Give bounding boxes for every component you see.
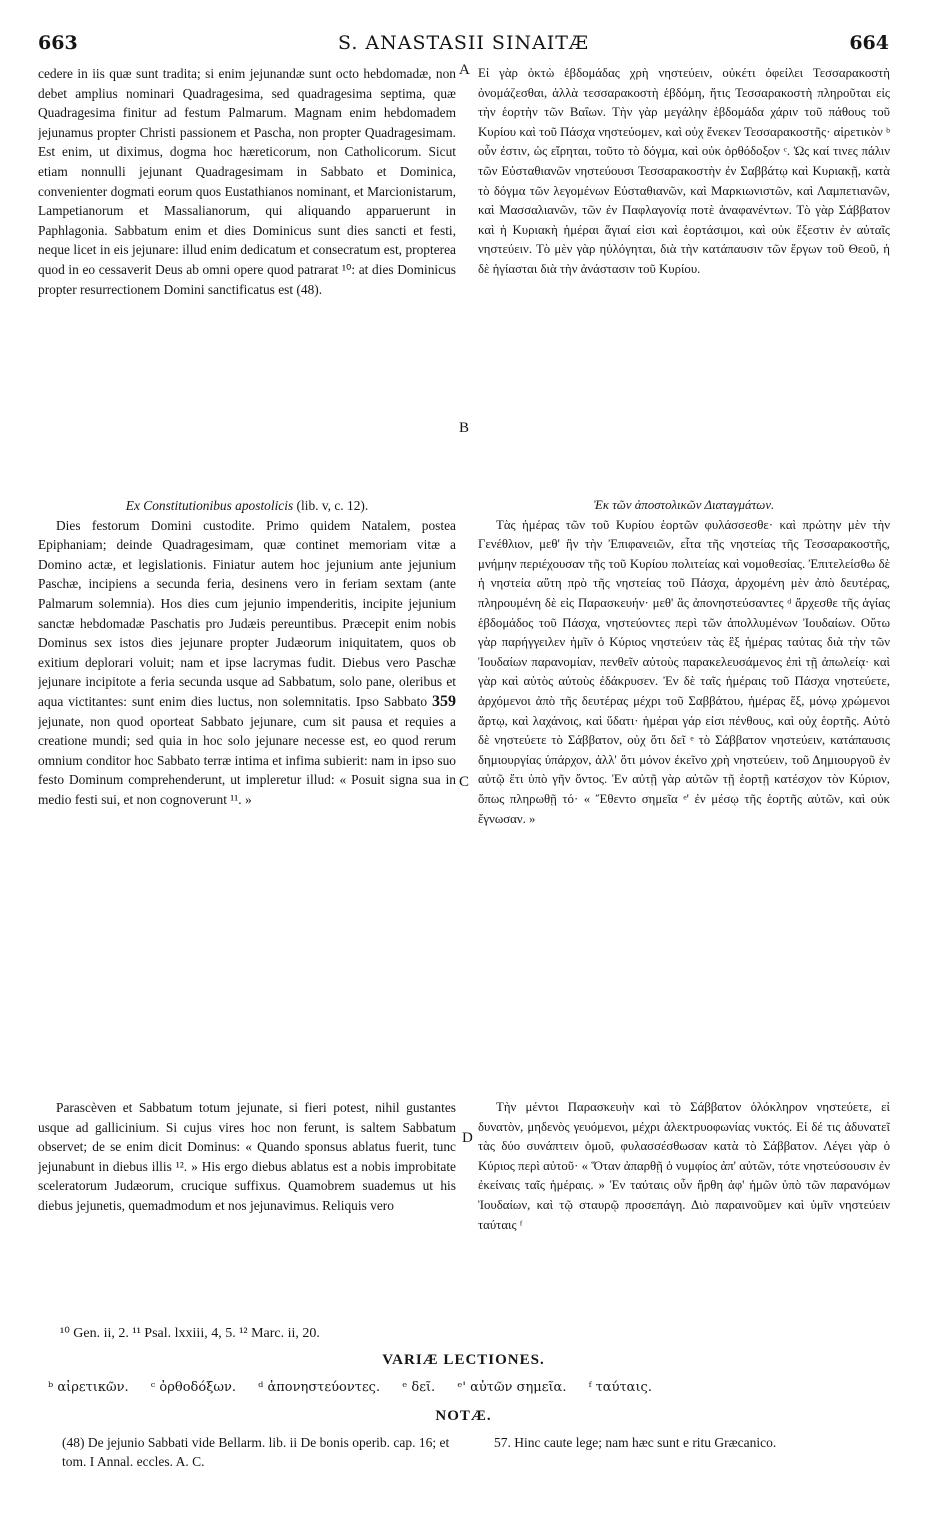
latin-text-block-3 — [38, 1098, 456, 1318]
variant-reading: ᶜ ὀρθοδόξων. — [150, 1380, 236, 1395]
note-48: (48) De jejunio Sabbati vide Bellarm. lib. ii De bonis operib. cap. 16; et tom. I Annal. eccles. A. C. — [62, 1435, 450, 1469]
greek-paragraph-3: Τὴν μέντοι Παρασκευὴν καὶ τὸ Σάββατον ὁλόκληρον νηστεύετε, εἰ δυνατὸν, μηδενὸς γευόμενοι, μέχρι ἀλεκτρυοφωνίας νυκτός. Εἰ δέ τις ἀδυνατεῖ τὰς δύο συνάπτειν ὁμοῦ, φυλασσέσθωσαν κατὰ τὸ Σάββατον. Λέγει γὰρ ὁ Κύριος περὶ αὐτοῦ· « Ὅταν ἀπαρθῇ ὁ νυμφίος ἀπ' αὐτῶν, τότε νηστεύσουσιν ἐν ἐκείναις ταῖς ἡμέραις. » Ἐν ταύταις οὖν ἤρθη ἀφ' ἡμῶν ὑπὸ τῶν παρανόμων Ἰουδαίων, καὶ τῷ σταυρῷ προσεπάγη. Διὸ παραινοῦμεν καὶ ὑμῖν νηστεύειν ταύταις ᶠ — [478, 1100, 890, 1232]
greek-text-block-1 — [478, 64, 890, 448]
column-number: 359 — [432, 692, 456, 710]
latin-paragraph-1: cedere in iis quæ sunt tradita; si enim jejunandæ sunt octo hebdomadæ, non debet amplius nominari Quadragesima, sed quadragesima septima, quæ Quadragesima finitur ad festum Palmarum. Magnam enim hebdomadem jejunamus propter Christi passionem et Pascha, non propter Quadragesimam. Est enim, ut diximus, dogma hoc hæreticorum, non Catholicorum. Sicut etiam nonnulli jejunant Quadragesimam in Sabbato et Dominica, convenienter dogmati eorum quos Eustathianos nominant, et Marcionistarum, Lampetianorum et Massalianorum, qui aliquando apparuerunt in Paphlagonia. Sabbatum enim et dies Dominicus sunt dies sancti et festi, neque licet in eis jejunare: illud enim dedicatum et consecratum est, propterea quod in eo cessaverit Deus ab omni opere quod patrarat ¹⁰: at dies Dominicus propter resurrectionem Domini sanctificatus est (48). — [38, 66, 456, 297]
page-number-right: 664 — [849, 32, 889, 54]
latin-text-block-1 — [38, 64, 456, 490]
variant-reading: ᶠ ταύταις. — [588, 1380, 652, 1395]
running-title: S. ANASTASII SINAITÆ — [338, 32, 589, 54]
greek-text-block-3 — [478, 1098, 890, 1318]
scripture-footnotes: ¹⁰ Gen. ii, 2. ¹¹ Psal. lxxiii, 4, 5. ¹² Marc. ii, 20. — [60, 1326, 320, 1341]
variant-reading: ᵈ ἀπονηστεύοντες. — [258, 1380, 381, 1395]
notae-heading: NOTÆ. — [435, 1408, 492, 1424]
variant-reading: ᵇ αἱρετικῶν. — [48, 1380, 129, 1395]
latin-text-block-2 — [38, 496, 456, 1072]
latin-paragraph-2 — [38, 516, 456, 810]
latin-paragraph-3: Parascèven et Sabbatum totum jejunate, si fieri potest, nihil gustantes usque ad gallicinium. Si cujus vires hoc non ferunt, is saltem Sabbatum observet; de se enim dicit Dominus: « Quando sponsus ablatus fuerit, tunc jejunabunt in diebus illis ¹². » His ergo diebus ablatus est a nobis improbitate sceleratorum Judæorum, crucique suffixus. Quamobrem suademus ut his diebus jejunetis, quemadmodum et nos jejunavimus. Reliquis vero — [38, 1100, 456, 1213]
latin-paragraph-2b: jejunate, non quod oporteat Sabbato jejunare, cum sit pausa et requies a creatione mundi; sed quia in hoc solo jejunare necesse est, eo quod rerum omnium conditor hoc Sabbato terræ intima et infima subierit: nam in ipso suo festo Dominum comprehenderunt, ut impleretur illud: « Posuit signa sua in medio festi sui, et non cognoverunt ¹¹. » — [38, 713, 456, 807]
column-marker-d: D — [462, 1130, 473, 1146]
page-number-left: 663 — [38, 32, 78, 54]
latin-section-reference: (lib. v, c. 12). — [296, 498, 369, 513]
page-header — [38, 32, 889, 58]
variant-reading: ᵉ δεῖ. — [402, 1380, 436, 1395]
variant-reading: ᵉ' αὐτῶν σημεῖα. — [457, 1380, 567, 1395]
greek-text-block-2 — [478, 496, 890, 1096]
greek-paragraph-2: Τὰς ἡμέρας τῶν τοῦ Κυρίου ἑορτῶν φυλάσσεσθε· καὶ πρώτην μὲν τὴν Γενέθλιον, μεθ' ἣν τὴν Ἐπιφανειῶν, εἶτα τῆς νηστείας τῆς Τεσσαρακοστῆς, μνήμην περιέχουσαν τῆς τοῦ Κυρίου πολιτείας καὶ νομοθεσίας. Ἐπιτελείσθω δὲ ἡ νηστεία αὕτη πρὸ τῆς νηστείας τοῦ Πάσχα, ἀρχομένη μὲν ἀπὸ δευτέρας, πληρουμένη δὲ εἰς Παρασκευήν· μεθ' ἃς ἀπονηστεύσαντες ᵈ ἄρχεσθε τῆς ἁγίας ἑβδομάδος τοῦ Πάσχα, νηστεύοντες περὶ τῶν ἀπολλυμένων Ἰουδαίων. Οὕτω γὰρ παρήγγειλεν ἡμῖν ὁ Κύριος νηστεύειν τὰς ἓξ ἡμέρας ταύτας διὰ τὴν τῶν Ἰουδαίων παρανομίαν, πενθεῖν αὐτοὺς παρακελευσάμενος ἐπὶ τῇ ἀπωλείᾳ· καὶ γὰρ καὶ αὐτὸς αὐτοὺς ἐδάκρυσεν. Ἐν δὲ ταῖς ἡμέραις τοῦ Πάσχα νηστεύετε, ἀρχόμενοι ἀπὸ τῆς δευτέρας μέχρι τοῦ Σαββάτου, ἡμέρας ἕξ, μόνῳ χρώμενοι ἄρτῳ, καὶ λαχάνοις, καὶ ὕδατι· ἡμέραι γάρ εἰσι πένθους, καὶ οὐχ ἑορτῆς. Αὐτὸ δὲ νηστεύετε τὸ Σάββατον, οὐχ ὅτι δεῖ ᵉ τὸ Σάββατον νηστεύειν, κατάπαυσις δημιουργίας ὑπάρχον, ἀλλ' ὅτι μόνον ἐκεῖνο χρὴ νηστεύειν, τοῦ Δημιουργοῦ ἐν αὐτῷ ἔτι ὑπὸ γῆν ὄντος. Ἐν αὐτῇ γὰρ αὐτῶν τῇ ἑορτῇ κατέσχον τὸν Κύριον, ὅπως πληρωθῇ τό· « Ἔθεντο σημεῖα ᵉ' ἐν μέσῳ τῆς ἑορτῆς αὐτῶν, καὶ οὐκ ἔγνωσαν. » — [478, 517, 890, 826]
variae-lectiones-heading: VARIÆ LECTIONES. — [382, 1352, 545, 1368]
column-marker-b: B — [459, 420, 470, 436]
greek-section-title: Ἐκ τῶν ἀποστολικῶν Διαταγμάτων. — [593, 498, 775, 512]
greek-paragraph-1: Εἰ γὰρ ὀκτὼ ἑβδομάδας χρὴ νηστεύειν, οὐκέτι ὀφείλει Τεσσαρακοστὴ ὀνομάζεσθαι, ἀλλὰ τεσσαρακοστὴ ἑβδόμη, ἥτις Τεσσαρακοστὴ πληροῦται εἰς τὴν ἑορτὴν τῶν Βαΐων. Τὴν γὰρ μεγάλην ἑβδομάδα χάριν τοῦ πάθους τοῦ Κυρίου καὶ τοῦ Πάσχα νηστεύομεν, καὶ οὐχ ἕνεκεν Τεσσαρακοστῆς· αἱρετικὸν ᵇ οὖν ἐστιν, ὡς εἴρηται, τοῦτο τὸ δόγμα, καὶ οὐκ ὀρθόδοξον ᶜ. Ὡς καί τινες πάλιν τῶν Εὐσταθιανῶν νηστεύουσι Τεσσαρακοστὴν ἐν Σαββάτῳ καὶ Κυριακῇ, κατὰ τὸ δόγμα τῶν λεγομένων Εὐσταθιανῶν, καὶ Μαρκιωνιστῶν, καὶ Λαμπετιανῶν, καὶ Μασσαλιανῶν, τῶν ἐν Παφλαγονίᾳ ποτὲ ἀναφανέντων. Τὸ γὰρ Σάββατον καὶ ἡ Κυριακὴ ἡμέραι ἅγιαί εἰσι καὶ ἑορτάσιμοι, καὶ οὐκ ἔξεστιν ἐν αὐταῖς νηστεύειν. Τὸ μὲν γὰρ ηὐλόγηται, διὰ τὴν κατάπαυσιν τῶν ἔργων τοῦ Θεοῦ, ἡ δὲ ἡγίασται διὰ τὴν ἀνάστασιν τοῦ Κυρίου. — [478, 66, 890, 276]
variae-lectiones-list — [48, 1380, 670, 1395]
latin-section-title — [38, 496, 456, 516]
latin-paragraph-2a: Dies festorum Domini custodite. Primo quidem Natalem, postea Epiphaniam; deinde Quadragesimam, quæ continet memoriam vitæ a Domino actæ, et legislationis. Finiatur autem hoc jejunium ante jejunium Paschæ, incipiens a secunda feria, desinens vero in feriam sextam (ante Palmarum solemnia). Hos dies cum jejunio impenderitis, incipite jejunium sanctæ hebdomadæ Paschatis pro Judæis pereuntibus. Præcepit enim nobis Dominus sex istos dies jejunare propter Judæorum iniquitatem, quos ob exitium deplorari voluit; nam et ipse lacrymas fudit. Diebus vero Paschæ jejunare incipitote a feria secunda usque ad Sabbatum, solo pane, oleribus et aqua victitantes: sunt enim dies luctus, non solemnitatis. Ipso Sabbato — [38, 517, 456, 709]
column-marker-c: C — [459, 774, 470, 790]
latin-section-title-text: Ex Constitutionibus apostolicis — [125, 498, 294, 513]
note-57: 57. Hinc caute lege; nam hæc sunt e ritu Græcanico. — [494, 1435, 777, 1450]
column-marker-a: A — [459, 62, 470, 78]
